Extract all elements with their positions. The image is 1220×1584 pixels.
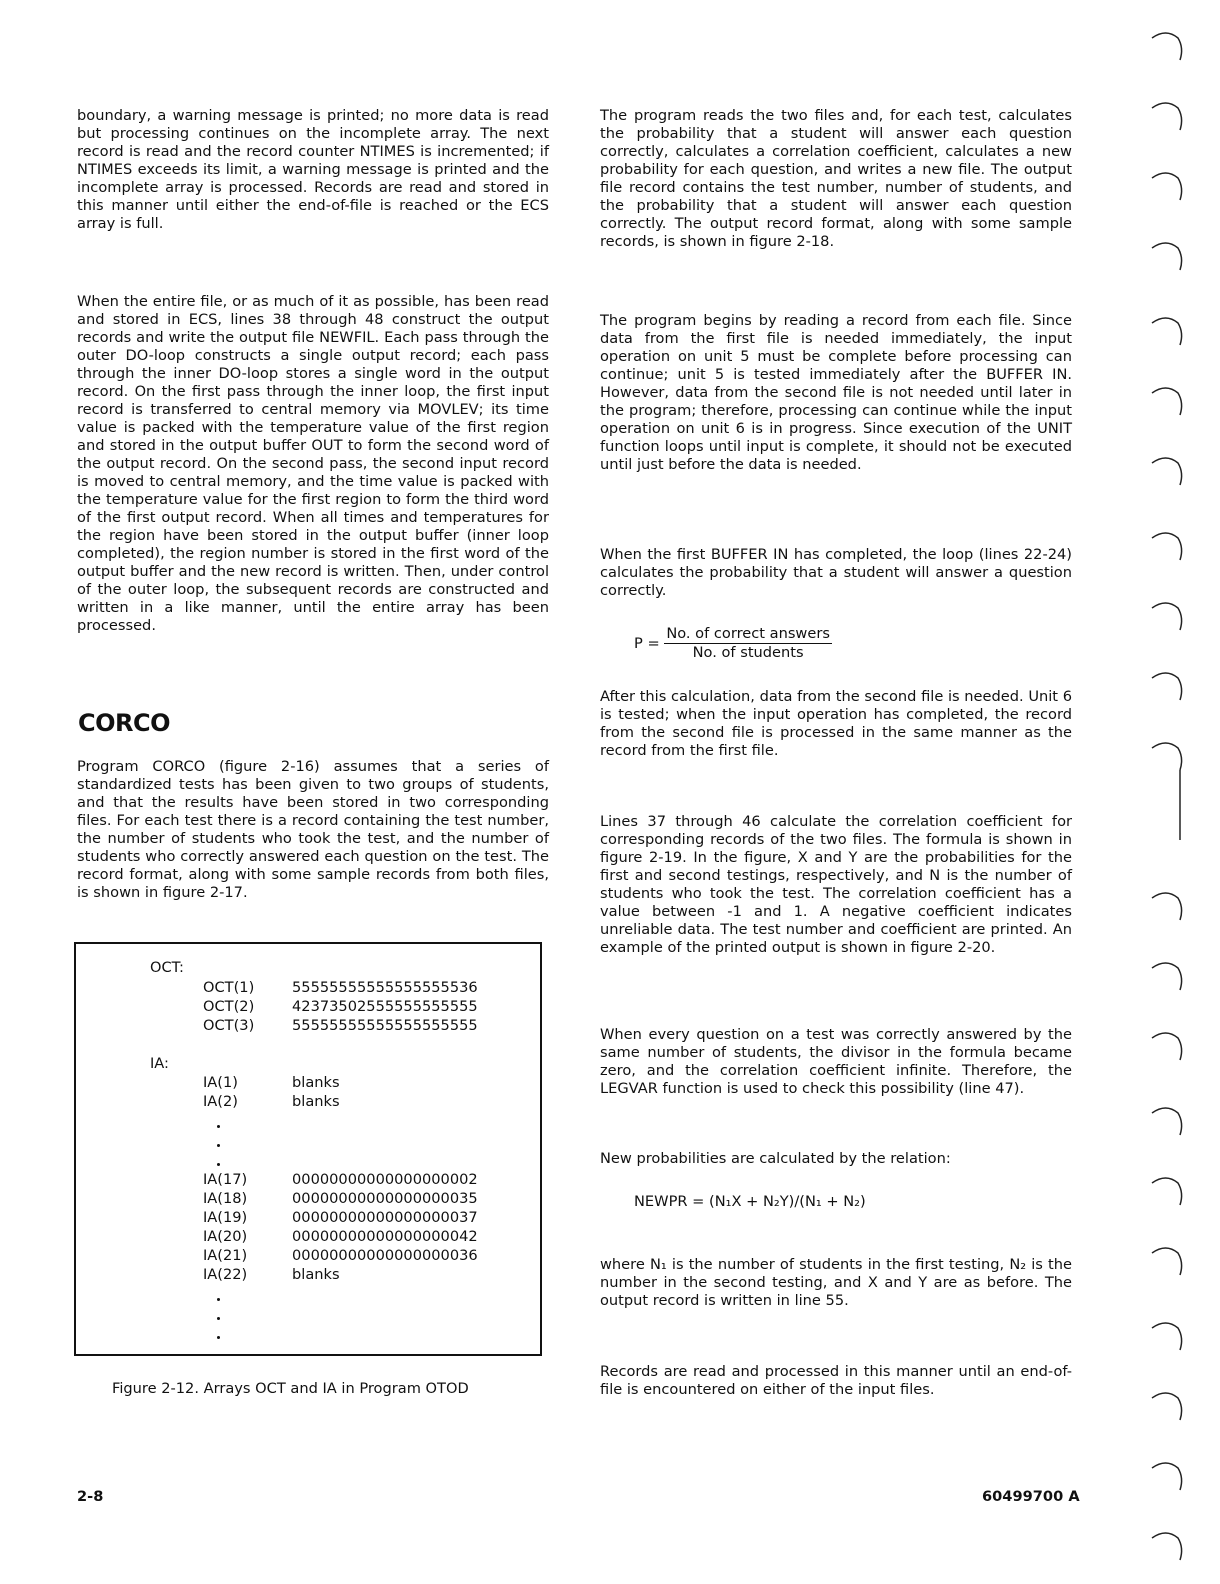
right-paragraph-6: When every question on a test was correctly answered by the same number of students, the divisor in the formula became zero, and the correlation coefficient infinite. Therefore, the LEGVAR function is used to check this possibility (line 47). bbox=[600, 1026, 1072, 1097]
binder-hole-mark bbox=[1152, 33, 1182, 60]
binder-hole-mark bbox=[1152, 743, 1182, 770]
right-paragraph-1: The program reads the two files and, for each test, calculates the probability that a student will answer each question correctly, calculates a correlation coefficient, calculates a new probability for each question, and writes a new file. The output file record contains the test number, number of students, and the probability that a student will answer each question correctly. The output record format, along with some sample records, is shown in figure 2-18. bbox=[600, 107, 1072, 250]
binder-hole-mark bbox=[1152, 388, 1182, 415]
right-paragraph-2: The program begins by reading a record from each file. Since data from the first file is needed immediately, the input operation on unit 5 must be complete before processing can continue; unit 5 is tested immediately after the BUFFER IN. However, data from the second file is not needed until later in the program; therefore, processing can continue while the input operation on unit 6 is in progress. Since execution of the UNIT function loops until input is complete, it should not be executed until just before the data is needed. bbox=[600, 312, 1072, 473]
binder-hole-mark bbox=[1152, 1533, 1182, 1560]
right-paragraph-3: When the first BUFFER IN has completed, the loop (lines 22-24) calculates the probability that a student will answer a question correctly. bbox=[600, 546, 1072, 599]
binder-hole-mark bbox=[1152, 533, 1182, 560]
array-name: IA(1) bbox=[203, 1074, 238, 1091]
binder-hole-mark bbox=[1152, 1108, 1182, 1135]
right-paragraph-8: where N₁ is the number of students in the first testing, N₂ is the number in the second testing, and X and Y are as before. The output record is written in line 55. bbox=[600, 1256, 1072, 1309]
binder-hole-mark bbox=[1152, 963, 1182, 990]
array-value: 00000000000000000036 bbox=[292, 1247, 478, 1264]
array-value: blanks bbox=[292, 1093, 340, 1110]
array-name: IA(21) bbox=[203, 1247, 248, 1264]
array-value: 55555555555555555555 bbox=[292, 1017, 478, 1034]
ellipsis-dot bbox=[217, 1336, 220, 1339]
array-value: blanks bbox=[292, 1266, 340, 1283]
binder-hole-mark bbox=[1152, 1323, 1182, 1350]
binder-holes-decoration bbox=[1140, 0, 1200, 1584]
ellipsis-dot bbox=[217, 1125, 220, 1128]
right-paragraph-4: After this calculation, data from the second file is needed. Unit 6 is tested; when the input operation has completed, the record from the second file is processed in the same manner as the record from the first file. bbox=[600, 688, 1072, 759]
figure-box bbox=[74, 942, 542, 1356]
binder-hole-mark bbox=[1152, 603, 1182, 630]
oct-label: OCT: bbox=[150, 959, 184, 976]
right-paragraph-7: New probabilities are calculated by the relation: bbox=[600, 1150, 951, 1167]
array-name: IA(22) bbox=[203, 1266, 248, 1283]
binder-hole-mark bbox=[1152, 1248, 1182, 1275]
left-paragraph-1: boundary, a warning message is printed; no more data is read but processing continues on the incomplete array. The next record is read and the record counter NTIMES is incremented; if NTIMES exceeds its limit, a warning message is printed and the incomplete array is processed. Records are read and stored in this manner until either the end-of-file is reached or the ECS array is full. bbox=[77, 107, 549, 232]
array-name: IA(17) bbox=[203, 1171, 248, 1188]
binder-hole-mark bbox=[1152, 1463, 1182, 1490]
binder-hole-mark bbox=[1152, 103, 1182, 130]
array-name: IA(18) bbox=[203, 1190, 248, 1207]
figure-caption: Figure 2-12. Arrays OCT and IA in Program OTOD bbox=[112, 1380, 469, 1397]
binder-hole-mark bbox=[1152, 1178, 1182, 1205]
document-number: 60499700 A bbox=[982, 1488, 1080, 1505]
array-name: IA(20) bbox=[203, 1228, 248, 1245]
right-paragraph-9: Records are read and processed in this manner until an end-of-file is encountered on either of the input files. bbox=[600, 1363, 1072, 1398]
ia-label: IA: bbox=[150, 1055, 169, 1072]
formula-denominator: No. of students bbox=[692, 644, 804, 661]
ellipsis-dot bbox=[217, 1144, 220, 1147]
array-value: 00000000000000000035 bbox=[292, 1190, 478, 1207]
array-name: IA(19) bbox=[203, 1209, 248, 1226]
page-number: 2-8 bbox=[77, 1488, 104, 1505]
section-heading: CORCO bbox=[78, 709, 171, 737]
array-name: OCT(2) bbox=[203, 998, 255, 1015]
formula-fraction bbox=[664, 625, 832, 662]
right-paragraph-5: Lines 37 through 46 calculate the correlation coefficient for corresponding records of the two files. The formula is shown in figure 2-19. In the figure, X and Y are the probabilities for the first and second testings, respectively, and N is the number of students who took the test. The correlation coefficient has a value between -1 and 1. A negative coefficient indicates unreliable data. The test number and coefficient are printed. An example of the printed output is shown in figure 2-20. bbox=[600, 813, 1072, 956]
array-value: 00000000000000000037 bbox=[292, 1209, 478, 1226]
probability-formula bbox=[634, 625, 832, 662]
newpr-formula: NEWPR = (N₁X + N₂Y)/(N₁ + N₂) bbox=[634, 1193, 866, 1210]
ellipsis-dot bbox=[217, 1298, 220, 1301]
binder-hole-mark bbox=[1152, 318, 1182, 345]
left-paragraph-3: Program CORCO (figure 2-16) assumes that a series of standardized tests has been given to two groups of students, and that the results have been stored in two corresponding files. For each test there is a record containing the test number, the number of students who took the test, and the number of students who correctly answered each question on the test. The record format, along with some sample records from both files, is shown in figure 2-17. bbox=[77, 758, 549, 901]
formula-numerator: No. of correct answers bbox=[666, 625, 830, 642]
binder-hole-mark bbox=[1152, 1033, 1182, 1060]
binder-hole-mark bbox=[1152, 173, 1182, 200]
binder-hole-mark bbox=[1152, 673, 1182, 700]
array-value: 00000000000000000002 bbox=[292, 1171, 478, 1188]
ellipsis-dot bbox=[217, 1317, 220, 1320]
formula-lhs: P = bbox=[634, 635, 660, 652]
binder-hole-mark bbox=[1152, 893, 1182, 920]
array-value: 42373502555555555555 bbox=[292, 998, 478, 1015]
binder-hole-mark bbox=[1152, 1393, 1182, 1420]
array-name: OCT(1) bbox=[203, 979, 255, 996]
array-value: 00000000000000000042 bbox=[292, 1228, 478, 1245]
array-name: IA(2) bbox=[203, 1093, 238, 1110]
left-paragraph-2: When the entire file, or as much of it as possible, has been read and stored in ECS, lines 38 through 48 construct the output records and write the output file NEWFIL. Each pass through the outer DO-loop constructs a single output record; each pass through the inner DO-loop stores a single word in the output record. On the first pass through the inner loop, the first input record is transferred to central memory via MOVLEV; its time value is packed with the temperature value of the first region and stored in the output buffer OUT to form the second word of the output record. On the second pass, the second input record is moved to central memory, and the time value is packed with the temperature value for the first region to form the third word of the first output record. When all times and temperatures for the region have been stored in the output buffer (inner loop completed), the region number is stored in the first word of the output buffer and the new record is written. Then, under control of the outer loop, the subsequent records are constructed and written in a like manner, until the entire array has been processed. bbox=[77, 293, 549, 634]
array-value: blanks bbox=[292, 1074, 340, 1091]
array-value: 55555555555555555536 bbox=[292, 979, 478, 996]
array-name: OCT(3) bbox=[203, 1017, 255, 1034]
ellipsis-dot bbox=[217, 1163, 220, 1166]
binder-hole-mark bbox=[1152, 458, 1182, 485]
binder-hole-mark bbox=[1152, 243, 1182, 270]
